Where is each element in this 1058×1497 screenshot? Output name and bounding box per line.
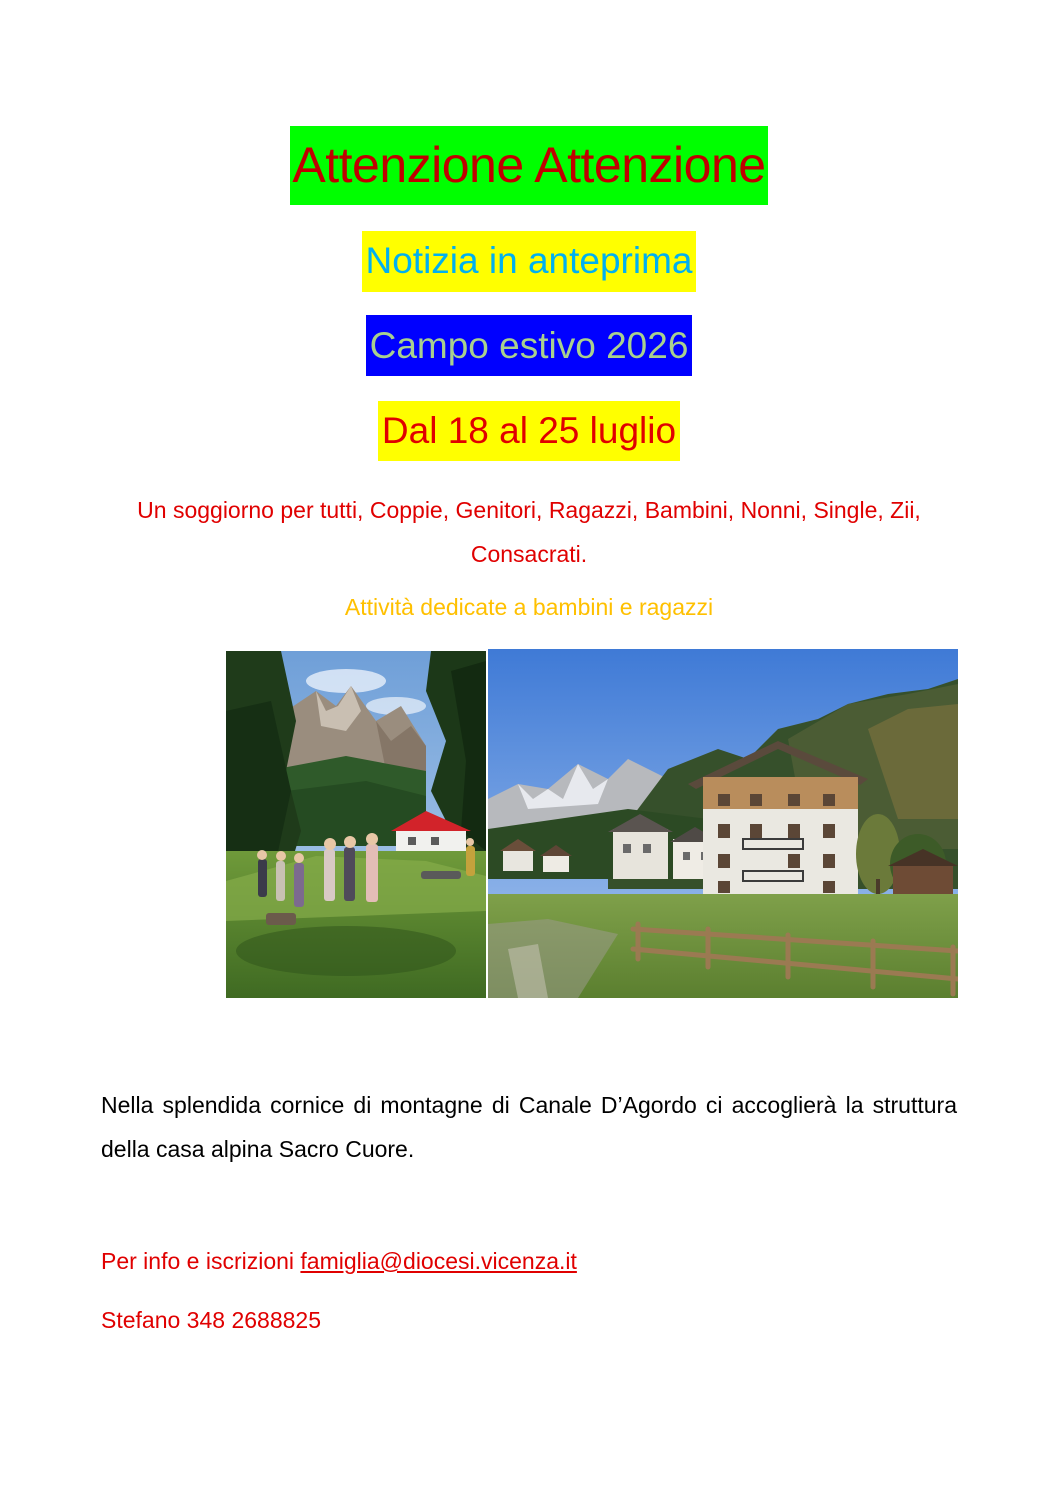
- dates-row: [0, 401, 1058, 461]
- flyer-subtitle: Notizia in anteprima: [362, 231, 697, 292]
- meadow-photo: [226, 651, 486, 998]
- contact-phone: Stefano 348 2688825: [101, 1307, 321, 1333]
- activities-text: Attività dedicate a bambini e ragazzi: [344, 594, 714, 620]
- subtitle-row: [0, 231, 1058, 292]
- info-label: Per info e iscrizioni: [101, 1248, 301, 1274]
- audience-text: Un soggiorno per tutti, Coppie, Genitori, Ragazzi, Bambini, Nonni, Single, Zii, Consacrati.: [137, 497, 921, 567]
- event-dates: Dal 18 al 25 luglio: [378, 401, 680, 461]
- description-text: Nella splendida cornice di montagne di Canale D’Agordo ci accoglierà la struttura della casa alpina Sacro Cuore.: [101, 1092, 957, 1162]
- info-line: [101, 1248, 577, 1275]
- activities-row: [0, 594, 1058, 621]
- email-link[interactable]: famiglia@diocesi.vicenza.it: [300, 1248, 577, 1274]
- event-name: Campo estivo 2026: [366, 315, 693, 376]
- event-row: [0, 315, 1058, 376]
- house-photo: [488, 649, 958, 998]
- flyer-title: Attenzione Attenzione: [290, 126, 767, 205]
- title-row: [0, 126, 1058, 205]
